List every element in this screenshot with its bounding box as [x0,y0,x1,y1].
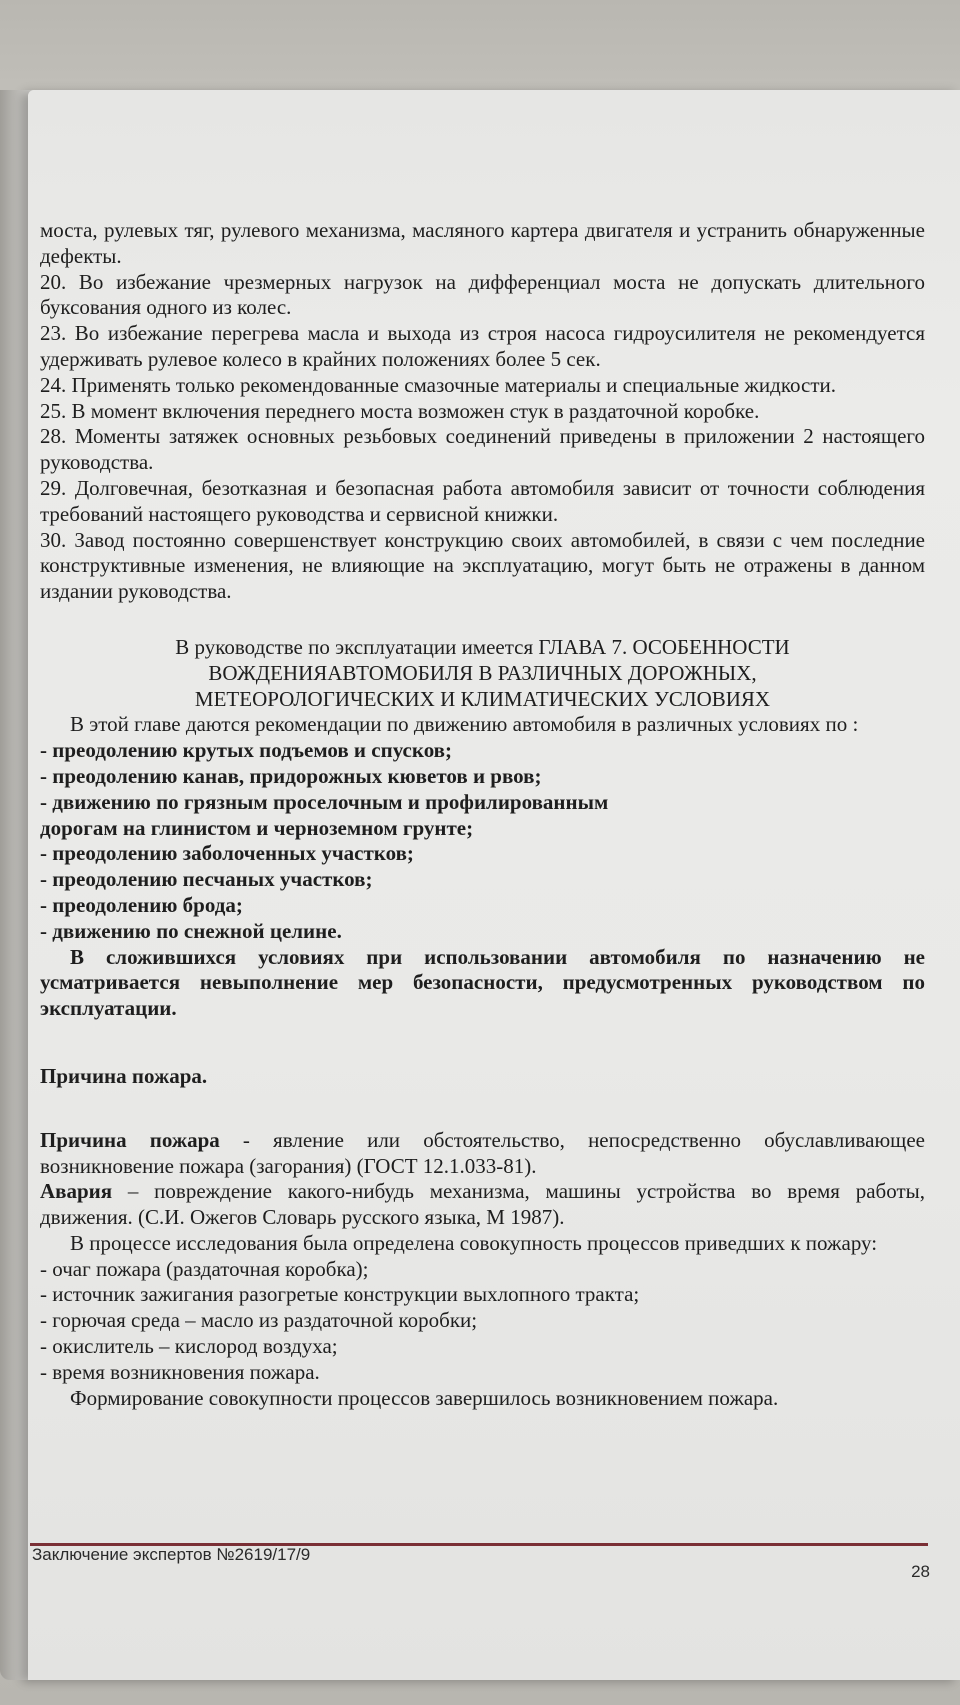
page-number: 28 [911,1562,930,1581]
definition-text: - явление или обстоятельство, непосредственно обуславливающее возникновение пожара (загорания) (ГОСТ 12.1.033-81). [40,1127,925,1178]
safety-note: В сложившихся условиях при использовании автомобиля по назначению не усматривается невыполнение мер безопасности, предусмотренных руководством по эксплуатации. [40,944,925,1021]
definition-fire-cause [40,1128,925,1180]
definition-term: Авария [40,1179,113,1204]
chapter-heading-line-2: ВОЖДЕНИЯАВТОМОБИЛЯ В РАЗЛИЧНЫХ ДОРОЖНЫХ, [208,660,757,685]
list-item: - источник зажигания разогретые конструкции выхлопного тракта; [40,1282,640,1307]
paragraph-item-20: 20. Во избежание чрезмерных нагрузок на дифференциал моста не допускать длительного буксования одного из колес. [40,269,925,320]
paragraph-item-25: 25. В момент включения переднего моста возможен стук в раздаточной коробке. [40,398,760,423]
list-item: - преодолению брода; [40,892,243,917]
process-intro: В процессе исследования была определена совокупность процессов приведших к пожару: [70,1230,878,1255]
paragraph-item-30: 30. Завод постоянно совершенствует конструкцию своих автомобилей, в связи с чем последние конструктивные изменения, не влияющие на эксплуатацию, могут быть не отражены в данном издании руководства. [40,527,925,604]
list-item: - преодолению песчаных участков; [40,867,373,892]
list-item: - движению по грязным проселочным и профилированным [40,789,609,814]
conditions-list [40,738,925,944]
chapter-heading-line-1: В руководстве по эксплуатации имеется ГЛАВА 7. ОСОБЕННОСТИ [175,634,790,659]
paragraph-continuation: моста, рулевых тяг, рулевого механизма, масляного картера двигателя и устранить обнаруженные дефекты. [40,218,925,268]
list-item: - движению по снежной целине. [40,918,342,943]
list-item: - окислитель – кислород воздуха; [40,1334,338,1359]
section-title: Причина пожара. [40,1063,208,1088]
list-item: дорогам на глинистом и черноземном грунте; [40,815,474,840]
definition-term: Причина пожара [40,1127,220,1152]
definition-accident [40,1179,925,1231]
page-body [40,218,925,1411]
paragraph-item-28: 28. Моменты затяжек основных резьбовых соединений приведены в приложении 2 настоящего руководства. [40,424,925,475]
chapter-heading-line-3: МЕТЕОРОЛОГИЧЕСКИХ И КЛИМАТИЧЕСКИХ УСЛОВИЯХ [194,686,771,711]
list-item: - преодолению крутых подъемов и спусков; [40,738,453,763]
footer-document-title: Заключение экспертов №2619/17/9 [32,1545,311,1564]
paragraph-item-29: 29. Долговечная, безотказная и безопасная работа автомобиля зависит от точности соблюдения требований настоящего руководства и сервисной книжки. [40,475,925,526]
paragraph-item-23: 23. Во избежание перегрева масла и выхода из строя насоса гидроусилителя не рекомендуется удерживать рулевое колесо в крайних положениях более 5 сек. [40,321,925,371]
paragraph-item-24: 24. Применять только рекомендованные смазочные материалы и специальные жидкости. [40,372,836,397]
list-item: - горючая среда – масло из раздаточной коробки; [40,1308,478,1333]
list-item: - преодолению заболоченных участков; [40,841,414,866]
list-item: - преодолению канав, придорожных кюветов и рвов; [40,763,542,788]
list-item: - очаг пожара (раздаточная коробка); [40,1256,369,1281]
conclusion: Формирование совокупности процессов завершилось возникновением пожара. [70,1385,779,1410]
chapter-intro: В этой главе даются рекомендации по движению автомобиля в различных условиях по : [70,712,859,737]
process-list [40,1257,925,1386]
definition-text: – повреждение какого-нибудь механизма, машины устройства во время работы, движения. (С.И. Ожегов Словарь русского языка, М 1987). [40,1179,925,1230]
list-item: - время возникновения пожара. [40,1359,320,1384]
